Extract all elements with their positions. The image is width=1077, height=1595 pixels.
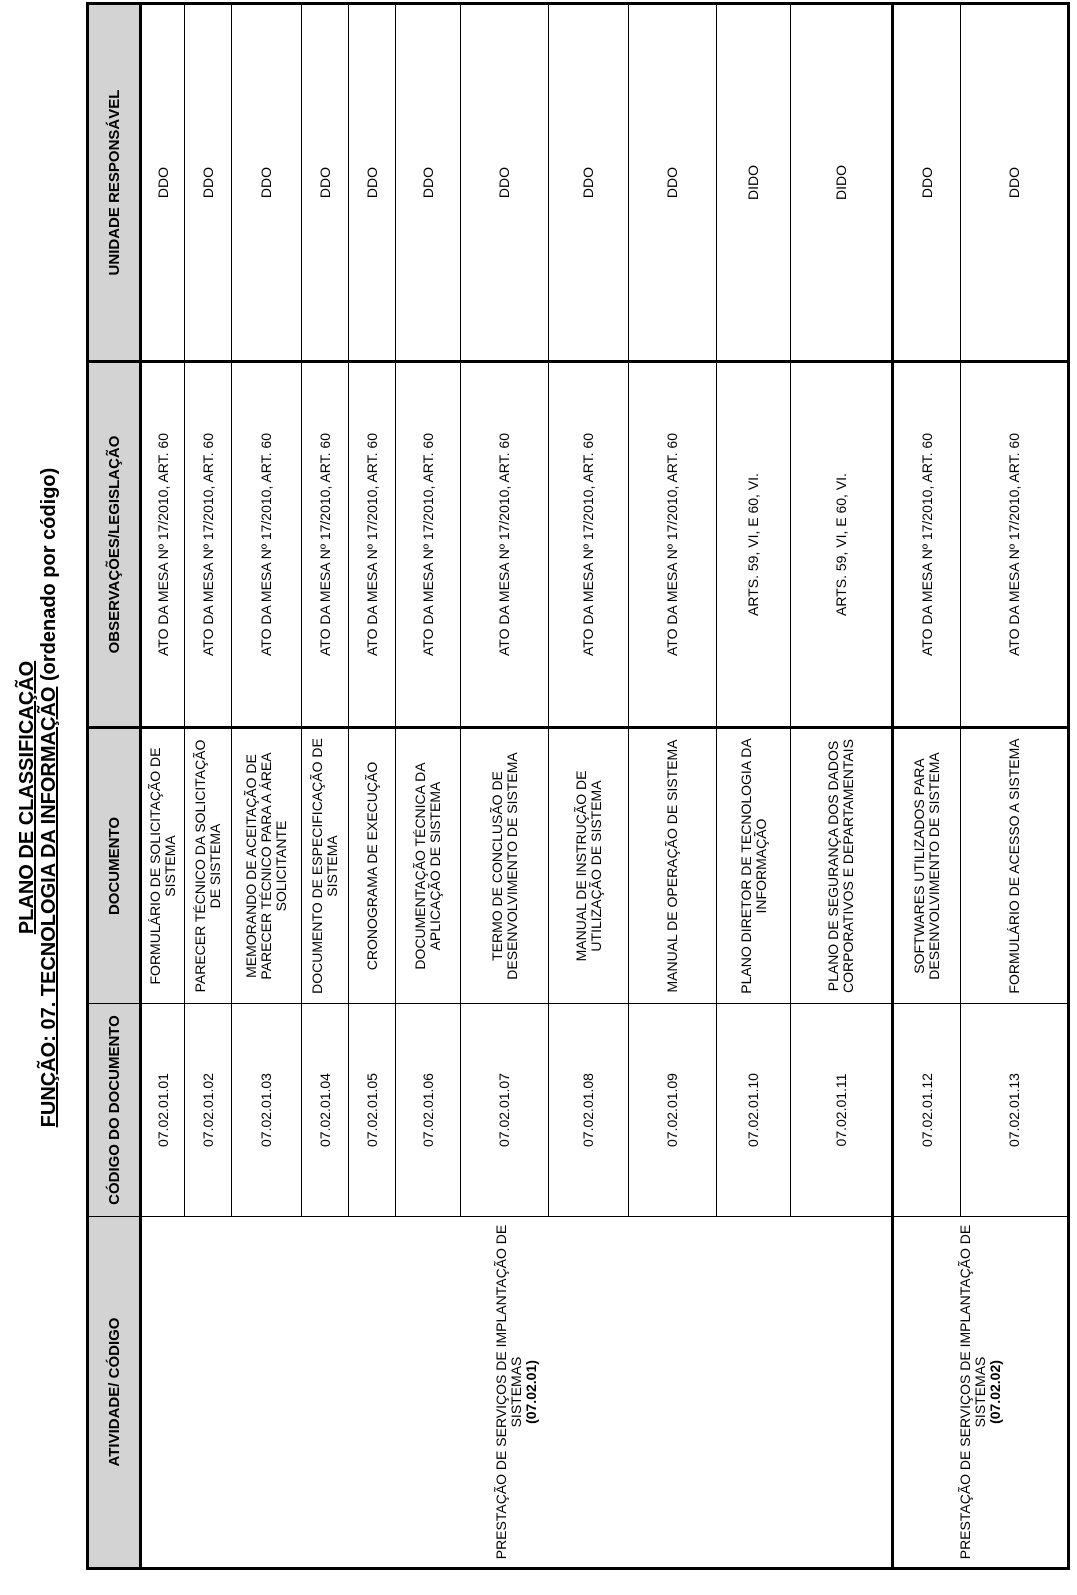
- legislation: ARTS. 59, VI, E 60, VI.: [717, 362, 791, 728]
- document-code: 07.02.01.05: [349, 1004, 396, 1217]
- responsible-unit: DDO: [185, 4, 232, 362]
- document-code: 07.02.01.10: [717, 1004, 791, 1217]
- activity-name: PRESTAÇÃO DE SERVIÇOS DE IMPLANTAÇÃO DE SISTEMAS: [493, 1224, 524, 1560]
- header-unidade: UNIDADE RESPONSÁVEL: [88, 4, 141, 362]
- responsible-unit: DDO: [549, 4, 629, 362]
- legislation: ARTS. 59, VI, E 60, VI.: [791, 362, 893, 728]
- document-name: DOCUMENTO DE ESPECIFICAÇÃO DE SISTEMA: [302, 728, 349, 1004]
- table-row: [141, 4, 185, 1569]
- ordering-note: (ordenado por código): [38, 467, 60, 687]
- table-row: [893, 4, 961, 1569]
- document-code: 07.02.01.08: [549, 1004, 629, 1217]
- document-name: FORMULÁRIO DE ACESSO A SISTEMA: [961, 728, 1069, 1004]
- legislation: ATO DA MESA Nº 17/2010, ART. 60: [232, 362, 302, 728]
- responsible-unit: DDO: [629, 4, 717, 362]
- document-code: 07.02.01.09: [629, 1004, 717, 1217]
- legislation: ATO DA MESA Nº 17/2010, ART. 60: [185, 362, 232, 728]
- classification-table: [86, 2, 1070, 1570]
- activity-name: PRESTAÇÃO DE SERVIÇOS DE IMPLANTAÇÃO DE SISTEMAS: [957, 1224, 988, 1560]
- responsible-unit: DDO: [961, 4, 1069, 362]
- responsible-unit: DDO: [302, 4, 349, 362]
- document-code: 07.02.01.12: [893, 1004, 961, 1217]
- document-code: 07.02.01.07: [461, 1004, 549, 1217]
- document-code: 07.02.01.11: [791, 1004, 893, 1217]
- responsible-unit: DDO: [232, 4, 302, 362]
- responsible-unit: DDO: [349, 4, 396, 362]
- document-code: 07.02.01.13: [961, 1004, 1069, 1217]
- responsible-unit: DDO: [461, 4, 549, 362]
- document-name: PARECER TÉCNICO DA SOLICITAÇÃO DE SISTEMA: [185, 728, 232, 1004]
- document-name: DOCUMENTAÇÃO TÉCNICA DA APLICAÇÃO DE SISTEMA: [396, 728, 461, 1004]
- header-observacoes: OBSERVAÇÕES/LEGISLAÇÃO: [88, 362, 141, 728]
- document-code: 07.02.01.01: [141, 1004, 185, 1217]
- legislation: ATO DA MESA Nº 17/2010, ART. 60: [549, 362, 629, 728]
- document-name: SOFTWARES UTILIZADOS PARA DESENVOLVIMENTO DE SISTEMA: [893, 728, 961, 1004]
- document-code: 07.02.01.02: [185, 1004, 232, 1217]
- header-codigo: CÓDIGO DO DOCUMENTO: [88, 1004, 141, 1217]
- responsible-unit: DDO: [141, 4, 185, 362]
- table-header-row: [88, 4, 141, 1569]
- legislation: ATO DA MESA Nº 17/2010, ART. 60: [396, 362, 461, 728]
- function-title: FUNÇÃO: 07. TECNOLOGIA DA INFORMAÇÃO: [38, 686, 60, 1128]
- document-code: 07.02.01.04: [302, 1004, 349, 1217]
- responsible-unit: DDO: [396, 4, 461, 362]
- document-name: MANUAL DE INSTRUÇÃO DE UTILIZAÇÃO DE SISTEMA: [549, 728, 629, 1004]
- page-title: PLANO DE CLASSIFICAÇÃO: [16, 660, 38, 935]
- legislation: ATO DA MESA Nº 17/2010, ART. 60: [302, 362, 349, 728]
- activity-cell: [893, 1217, 1069, 1569]
- document-code: 07.02.01.03: [232, 1004, 302, 1217]
- document-name: MEMORANDO DE ACEITAÇÃO DE PARECER TÉCNICO PARA A ÁREA SOLICITANTE: [232, 728, 302, 1004]
- responsible-unit: DDO: [893, 4, 961, 362]
- header-atividade: ATIVIDADE/ CÓDIGO: [88, 1217, 141, 1569]
- responsible-unit: DIDO: [791, 4, 893, 362]
- activity-cell: [141, 1217, 893, 1569]
- header-documento: DOCUMENTO: [88, 728, 141, 1004]
- responsible-unit: DIDO: [717, 4, 791, 362]
- legislation: ATO DA MESA Nº 17/2010, ART. 60: [461, 362, 549, 728]
- legislation: ATO DA MESA Nº 17/2010, ART. 60: [629, 362, 717, 728]
- document-name: PLANO DE SEGURANÇA DOS DADOS CORPORATIVOS E DEPARTAMENTAIS: [791, 728, 893, 1004]
- legislation: ATO DA MESA Nº 17/2010, ART. 60: [893, 362, 961, 728]
- document-name: FORMULÁRIO DE SOLICITAÇÃO DE SISTEMA: [141, 728, 185, 1004]
- document-name: TERMO DE CONCLUSÃO DE DESENVOLVIMENTO DE SISTEMA: [461, 728, 549, 1004]
- legislation: ATO DA MESA Nº 17/2010, ART. 60: [141, 362, 185, 728]
- legislation: ATO DA MESA Nº 17/2010, ART. 60: [349, 362, 396, 728]
- document-name: CRONOGRAMA DE EXECUÇÃO: [349, 728, 396, 1004]
- document-name: PLANO DIRETOR DE TECNOLOGIA DA INFORMAÇÃO: [717, 728, 791, 1004]
- activity-code: (07.02.02): [987, 1360, 1003, 1424]
- page-subtitle: [38, 0, 60, 1595]
- document-name: MANUAL DE OPERAÇÃO DE SISTEMA: [629, 728, 717, 1004]
- document-code: 07.02.01.06: [396, 1004, 461, 1217]
- legislation: ATO DA MESA Nº 17/2010, ART. 60: [961, 362, 1069, 728]
- activity-code: (07.02.01): [523, 1360, 539, 1424]
